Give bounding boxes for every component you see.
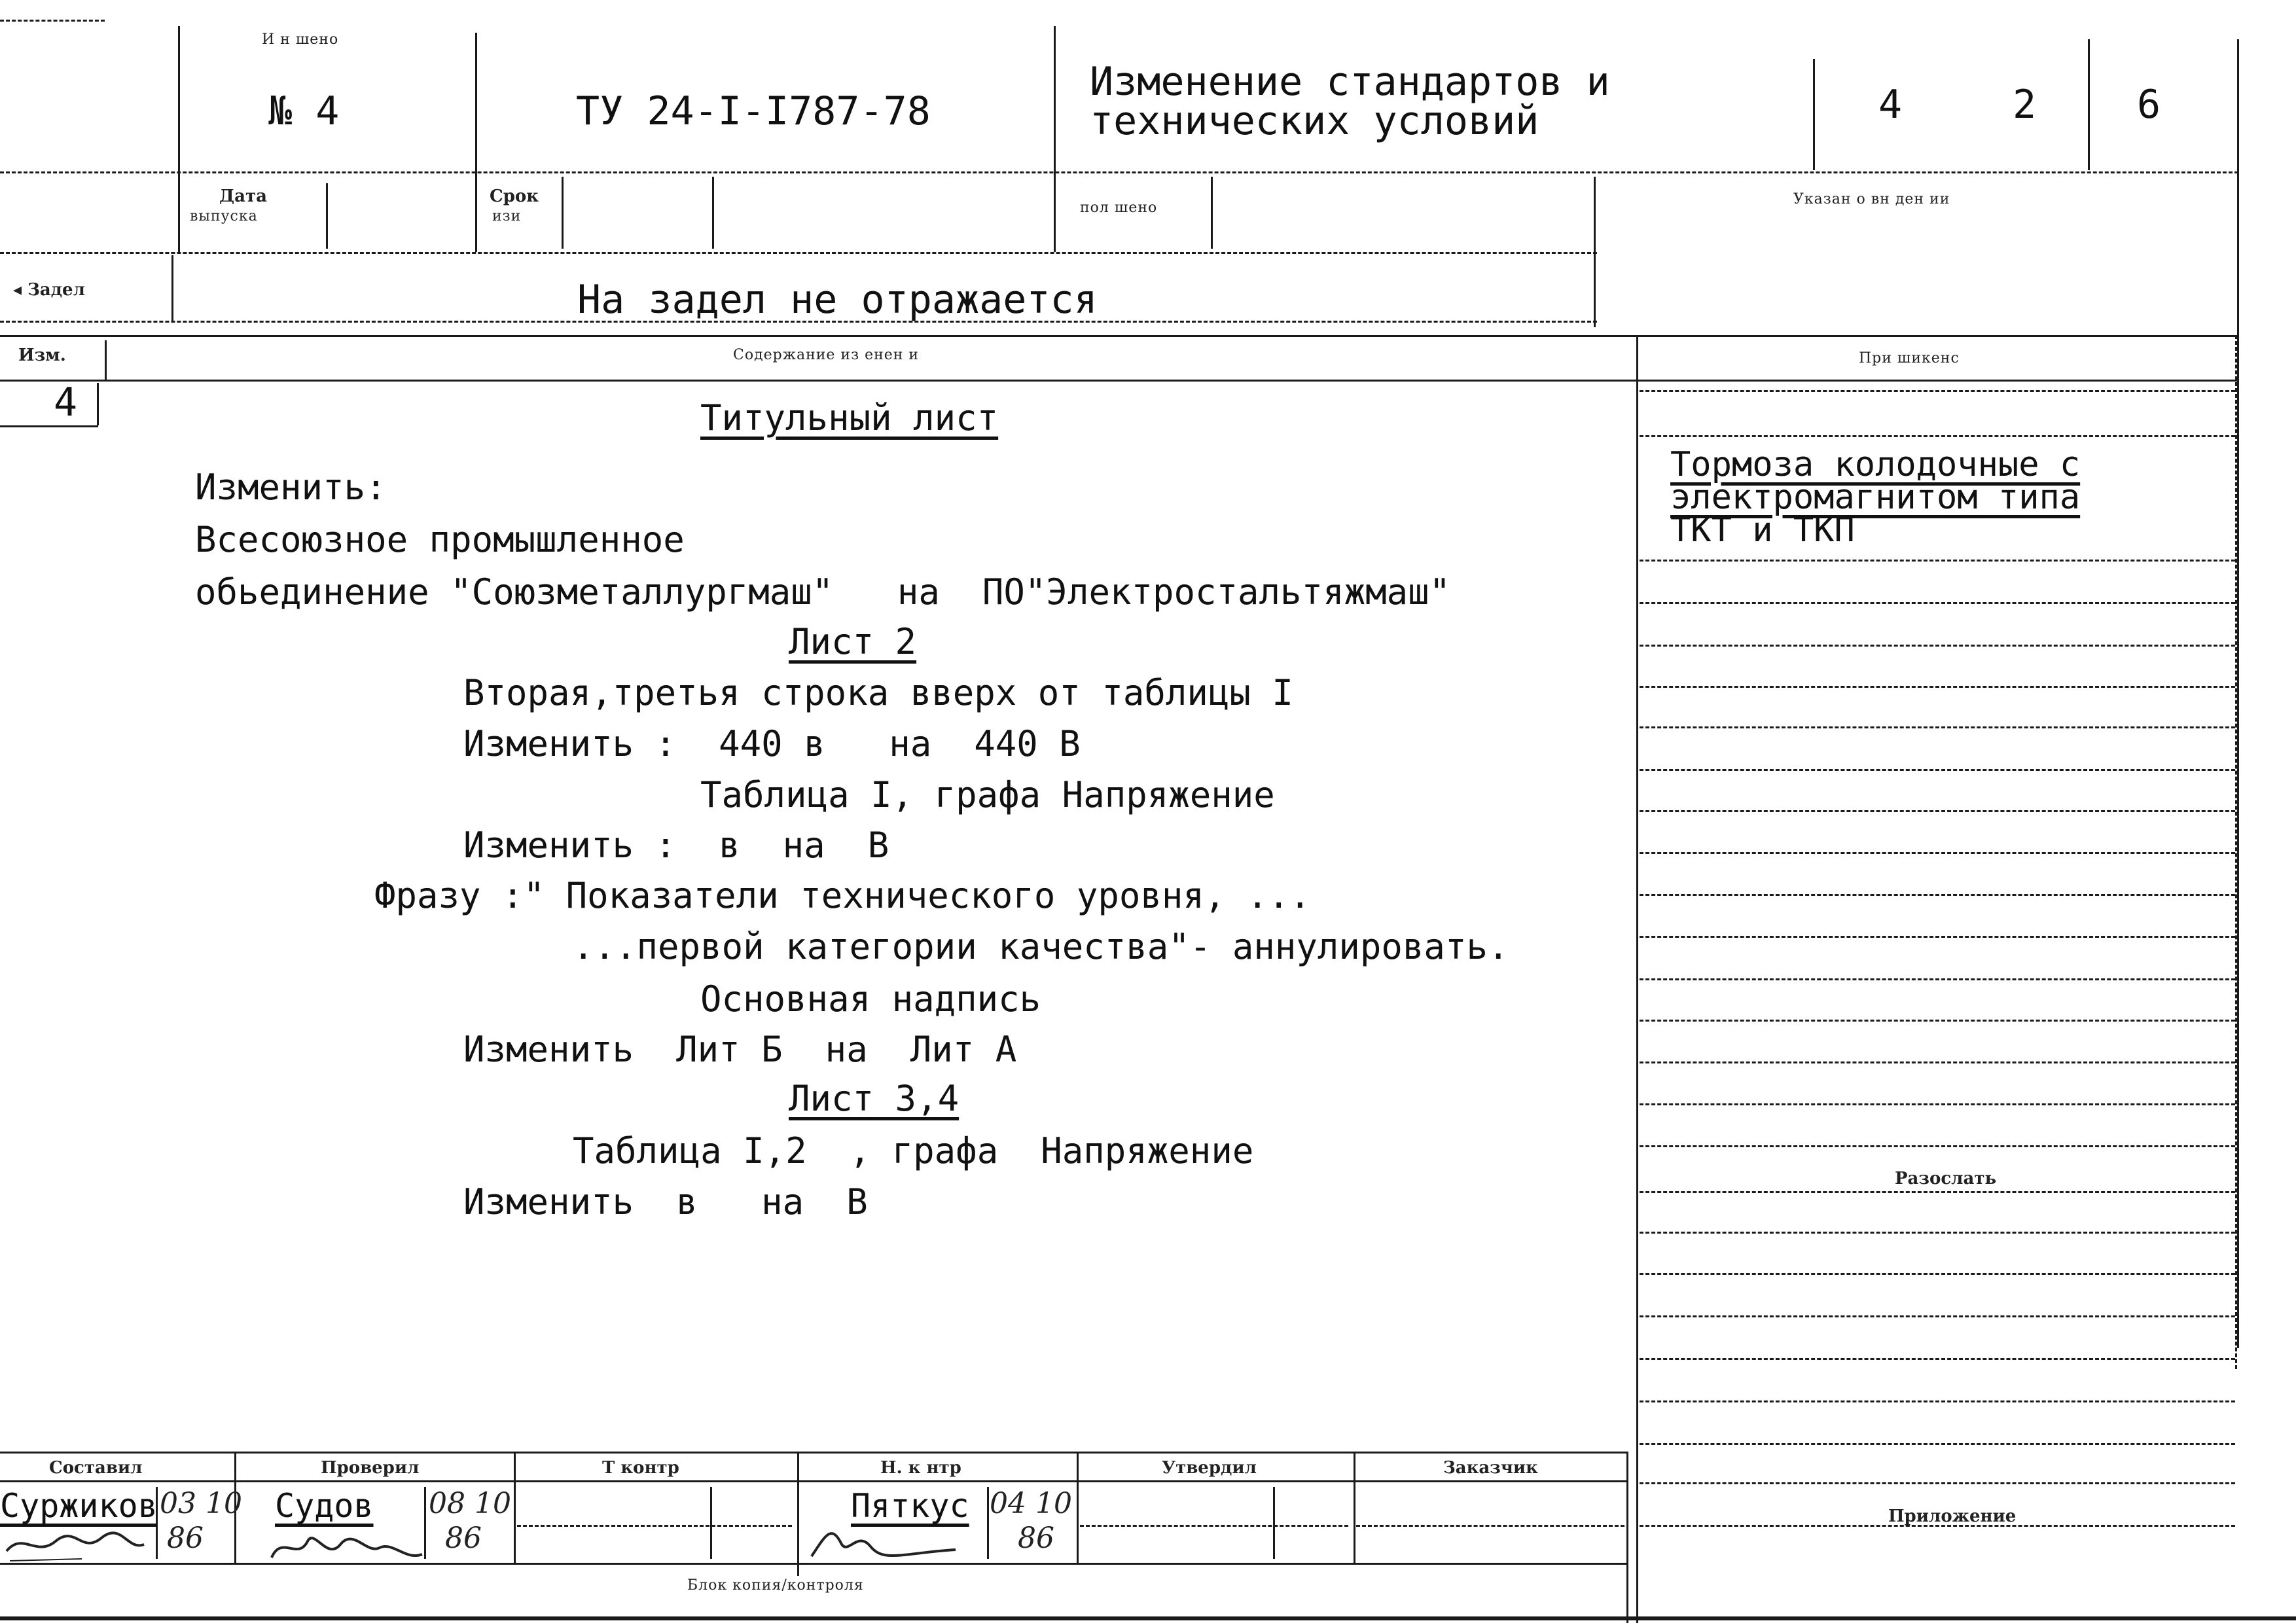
divider <box>0 1563 1626 1565</box>
rule-line <box>1640 1358 2235 1360</box>
divider <box>0 380 2238 382</box>
rule-line <box>1640 936 2235 938</box>
divider <box>1594 177 1596 327</box>
body-line: Изменить в на В <box>463 1181 868 1222</box>
rule-line <box>1640 602 2235 604</box>
divider <box>710 1487 712 1559</box>
rule-line <box>1640 810 2235 812</box>
divider <box>475 33 477 252</box>
section-sheet-2: Лист 2 <box>789 621 917 662</box>
divider <box>0 335 2238 337</box>
divider <box>0 425 98 427</box>
body-line: Изменить : 440 в на 440 В <box>463 723 1081 764</box>
rule-line <box>1640 1020 2235 1022</box>
sent-label: пол шено <box>1080 200 1158 216</box>
norm-control-date: 86 <box>1018 1522 1054 1555</box>
body-line: ...первой категории качества"- аннулировать. <box>573 926 1509 967</box>
checked-label: Проверил <box>321 1458 420 1478</box>
body-line: Таблица I, графа Напряжение <box>700 774 1275 815</box>
change-instruction: Изменить: <box>195 467 387 508</box>
product-name-line3: ТКТ и ТКП <box>1670 510 1855 550</box>
appendix-label: Приложение <box>1888 1507 2017 1526</box>
document-title-line2: технических условий <box>1090 98 1539 144</box>
divider <box>0 252 1597 254</box>
divider <box>1054 26 1056 252</box>
document-designation: ТУ 24-I-I787-78 <box>576 88 931 134</box>
rule-line <box>1640 894 2235 896</box>
rule-line <box>1640 978 2235 980</box>
divider <box>517 1525 792 1527</box>
divider <box>2088 39 2090 170</box>
body-line: Основная надпись <box>700 978 1041 1020</box>
checked-date: 08 10 <box>429 1487 511 1520</box>
divider <box>0 1452 1626 1454</box>
signature-icon <box>3 1525 147 1564</box>
zadel-text: На задел не отражается <box>577 277 1098 323</box>
rule-line <box>1640 1482 2235 1484</box>
term-label: изи <box>492 208 522 224</box>
document-title-line1: Изменение стандартов и <box>1090 59 1610 105</box>
signature-icon <box>268 1522 425 1567</box>
page-number: 6 <box>2137 82 2161 128</box>
rule-line <box>1640 435 2235 437</box>
change-number: № 4 <box>268 88 340 134</box>
norm-control-label: Н. к нтр <box>880 1458 961 1478</box>
divider <box>987 1487 989 1559</box>
divider <box>1636 335 1638 1623</box>
norm-control-name: Пяткус <box>851 1487 969 1525</box>
divider <box>562 177 564 249</box>
zadel-label: ◂ Задел <box>13 280 85 300</box>
divider <box>1626 1452 1628 1623</box>
divider <box>797 1452 799 1576</box>
divider <box>0 171 2238 173</box>
tech-control-label: Т контр <box>602 1458 679 1478</box>
body-line: Вторая,третья строка вверх от таблицы I <box>463 672 1293 713</box>
divider <box>1273 1487 1275 1559</box>
content-column-label: Содержание из енен и <box>733 347 920 363</box>
rule-line <box>1640 769 2235 771</box>
divider <box>1211 177 1213 249</box>
composed-name: Суржиков <box>0 1487 158 1525</box>
customer-label: Заказчик <box>1443 1458 1538 1478</box>
approved-label: Утвердил <box>1162 1458 1257 1478</box>
rule-line <box>1640 560 2235 562</box>
rule-line <box>1640 1061 2235 1063</box>
divider <box>178 26 180 252</box>
distribute-label: Разослать <box>1895 1169 1997 1188</box>
rule-line <box>1640 1400 2235 1402</box>
section-title-sheet: Титульный лист <box>700 397 999 438</box>
rule-line <box>1640 1315 2235 1317</box>
applicability-label: При шикенс <box>1859 350 1960 366</box>
notice-label: Указан о вн ден ии <box>1793 191 1950 207</box>
divider <box>1080 1525 1348 1527</box>
rule-line <box>1640 686 2235 688</box>
rule-line <box>1640 1232 2235 1234</box>
product-name-line1: Тормоза колодочные с <box>1670 445 2081 484</box>
body-line: Фразу :" Показатели технического уровня, ... <box>374 875 1311 916</box>
composed-date: 03 10 <box>160 1487 242 1520</box>
page-number: 4 <box>1878 82 1903 128</box>
body-line: Изменить Лит Б на Лит А <box>463 1029 1017 1070</box>
checked-name: Судов <box>275 1487 374 1525</box>
body-line: Изменить : в на В <box>463 825 889 866</box>
divider <box>1354 1452 1355 1563</box>
composed-date: 86 <box>167 1522 204 1555</box>
issue-date-label: выпуска <box>190 208 258 224</box>
rule-line <box>1640 1443 2235 1445</box>
body-line: обьединение "Союзметаллургмаш" на ПО"Электростальтяжмаш" <box>195 571 1451 613</box>
body-line: Всесоюзное промышленное <box>195 519 685 560</box>
page-number: 2 <box>2013 82 2037 128</box>
rule-line <box>1640 726 2235 728</box>
divider <box>0 1616 2296 1620</box>
divider <box>712 177 714 249</box>
rule-line <box>1640 1273 2235 1275</box>
change-number-label: И н шено <box>262 31 339 48</box>
rule-line <box>1640 390 2235 392</box>
issue-date-label: Дата <box>219 187 267 206</box>
bottom-note: Блок копия/контроля <box>687 1577 864 1594</box>
change-row-number: 4 <box>54 380 78 425</box>
rule-line <box>1640 852 2235 854</box>
product-name-line2: электромагнитом типа <box>1670 478 2081 517</box>
rule-line <box>1640 1103 2235 1105</box>
divider <box>2237 39 2239 1348</box>
change-column-label: Изм. <box>18 346 66 365</box>
rule-line <box>1640 645 2235 647</box>
checked-date: 86 <box>445 1522 482 1555</box>
signature-icon <box>805 1517 962 1563</box>
section-sheet-3-4: Лист 3,4 <box>789 1078 960 1119</box>
rule-line <box>1640 1191 2235 1193</box>
composed-label: Составил <box>49 1458 143 1478</box>
divider <box>1077 1452 1079 1563</box>
divider <box>514 1452 516 1563</box>
divider <box>0 20 105 22</box>
body-line: Таблица I,2 , графа Напряжение <box>573 1130 1254 1171</box>
divider <box>171 255 173 321</box>
divider <box>97 383 99 425</box>
divider <box>105 340 107 380</box>
divider <box>1356 1525 1624 1527</box>
norm-control-date: 04 10 <box>990 1487 1072 1520</box>
rule-line <box>1640 1145 2235 1147</box>
divider <box>0 1480 1626 1482</box>
divider <box>326 183 328 249</box>
divider <box>2235 335 2237 1369</box>
term-label: Срок <box>490 187 539 206</box>
divider <box>1813 59 1815 170</box>
